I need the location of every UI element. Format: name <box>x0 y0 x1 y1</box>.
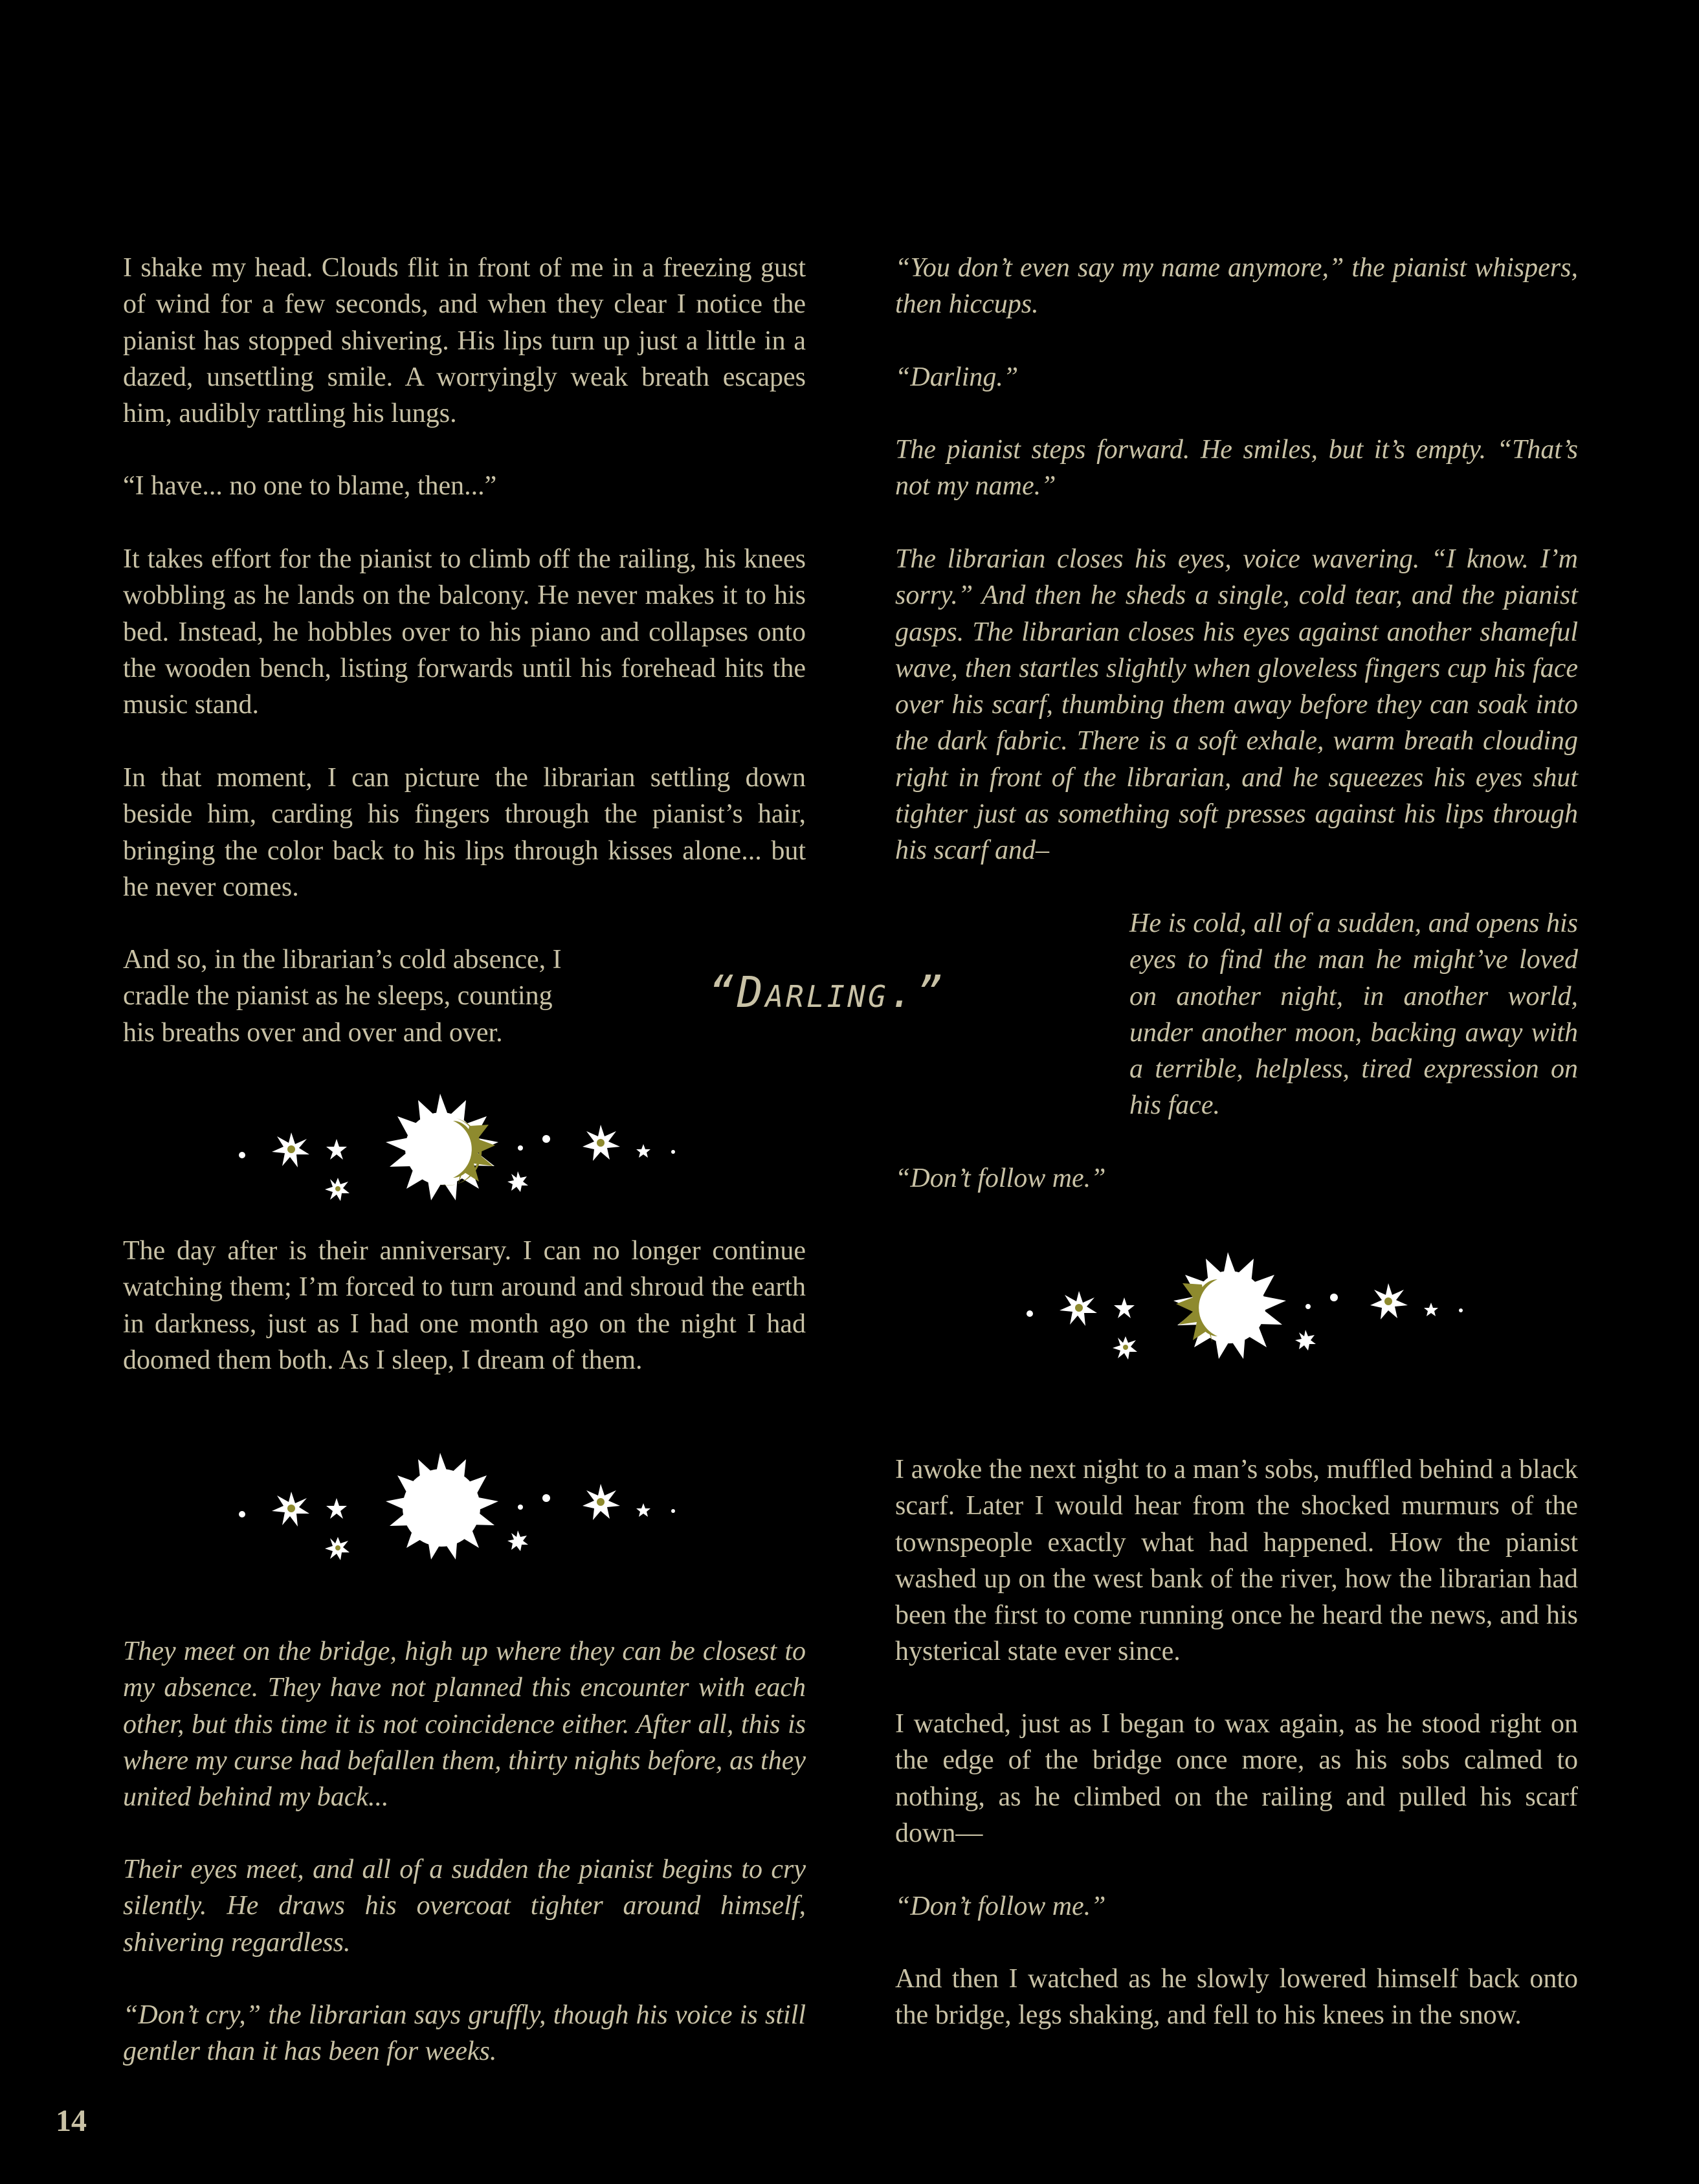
right-paragraph-3: The pianist steps forward. He smiles, but it’s empty. “That’s not my name.” <box>895 435 1578 502</box>
moon-divider-crescent-right <box>1021 1246 1474 1382</box>
left-paragraph-8: Their eyes meet, and all of a sudden the pianist begins to cry silently. He draws his overcoat tighter around himself, shivering regardless. <box>123 1855 806 1958</box>
right-paragraph-7: I awoke the next night to a man’s sobs, muffled behind a black scarf. Later I would hear from the shocked murmurs of the townspeople exactly what had happened. How the pianist washed up on the west bank of the river, how the librarian had been the first to come running once he heard the news, and his hysterical state ever since. <box>895 1455 1578 1667</box>
left-paragraph-4: In that moment, I can picture the librarian settling down beside him, carding his fingers through the pianist’s hair, bringing the color back to his lips through kisses alone... but he never comes. <box>123 763 806 902</box>
left-paragraph-3: It takes effort for the pianist to climb off the railing, his knees wobbling as he lands on the balcony. He never makes it to his bed. Instead, he hobbles over to his piano and collapses onto the wooden bench, listing forwards until his forehead hits the music stand. <box>123 544 806 720</box>
right-paragraph-5: He is cold, all of a sudden, and opens his eyes to find the man he might’ve loved on another night, in another world, under another moon, backing away with a terrible, helpless, tired expression on his face. <box>1129 909 1578 1121</box>
moon-divider-crescent <box>233 1087 686 1223</box>
left-paragraph-5: And so, in the librarian’s cold absence, I cradle the pianist as he sleeps, counting his breaths over and over and over. <box>123 945 562 1048</box>
left-paragraph-7: They meet on the bridge, high up where they can be closest to my absence. They have not planned this encounter with each other, but this time it is not coincidence either. After all, this is where my curse had befallen them, thirty nights before, as they united behind my back... <box>123 1637 806 1813</box>
pull-quote: “Darling.” <box>709 967 946 1017</box>
right-paragraph-2: “Darling.” <box>895 362 1019 392</box>
right-paragraph-8: I watched, just as I began to wax again, as he stood right on the edge of the bridge once more, as his sobs calmed to nothing, as he climbed on the railing and pulled his scarf down— <box>895 1709 1578 1848</box>
right-paragraph-10: And then I watched as he slowly lowered himself back onto the bridge, legs shaking, and fell to his knees in the snow. <box>895 1964 1578 2031</box>
full-moon-icon <box>386 1453 498 1560</box>
right-paragraph-1: “You don’t even say my name anymore,” the pianist whispers, then hiccups. <box>895 253 1578 320</box>
left-paragraph-2: “I have... no one to blame, then...” <box>123 471 497 501</box>
right-paragraph-4: The librarian closes his eyes, voice wavering. “I know. I’m sorry.” And then he sheds a single, cold tear, and the pianist gasps. The librarian closes his eyes against another shameful wave, then startles slightly when gloveless fingers cup his face over his scarf, thumbing them away before they can soak into the dark fabric. There is a soft exhale, warm breath clouding right in front of the librarian, and he squeezes his eyes shut tighter just as something soft presses against his lips through his scarf and– <box>895 544 1578 866</box>
left-paragraph-6: The day after is their anniversary. I can no longer continue watching them; I’m forced to turn around and shroud the earth in darkness, just as I had one month ago on the night I had doomed them both. As I sleep, I dream of them. <box>123 1236 806 1375</box>
right-paragraph-9: “Don’t follow me.” <box>895 1892 1106 1921</box>
page-number: 14 <box>56 2104 87 2138</box>
moon-divider-full <box>233 1446 686 1582</box>
left-paragraph-1: I shake my head. Clouds flit in front of me in a freezing gust of wind for a few seconds, and when they clear I notice the pianist has stopped shivering. His lips turn up just a little in a dazed, unsettling smile. A worryingly weak breath escapes him, audibly rattling his lungs. <box>123 253 806 429</box>
right-paragraph-6: “Don’t follow me.” <box>895 1164 1106 1193</box>
left-paragraph-9: “Don’t cry,” the librarian says gruffly, though his voice is still gentler than it has been for weeks. <box>123 2000 806 2067</box>
